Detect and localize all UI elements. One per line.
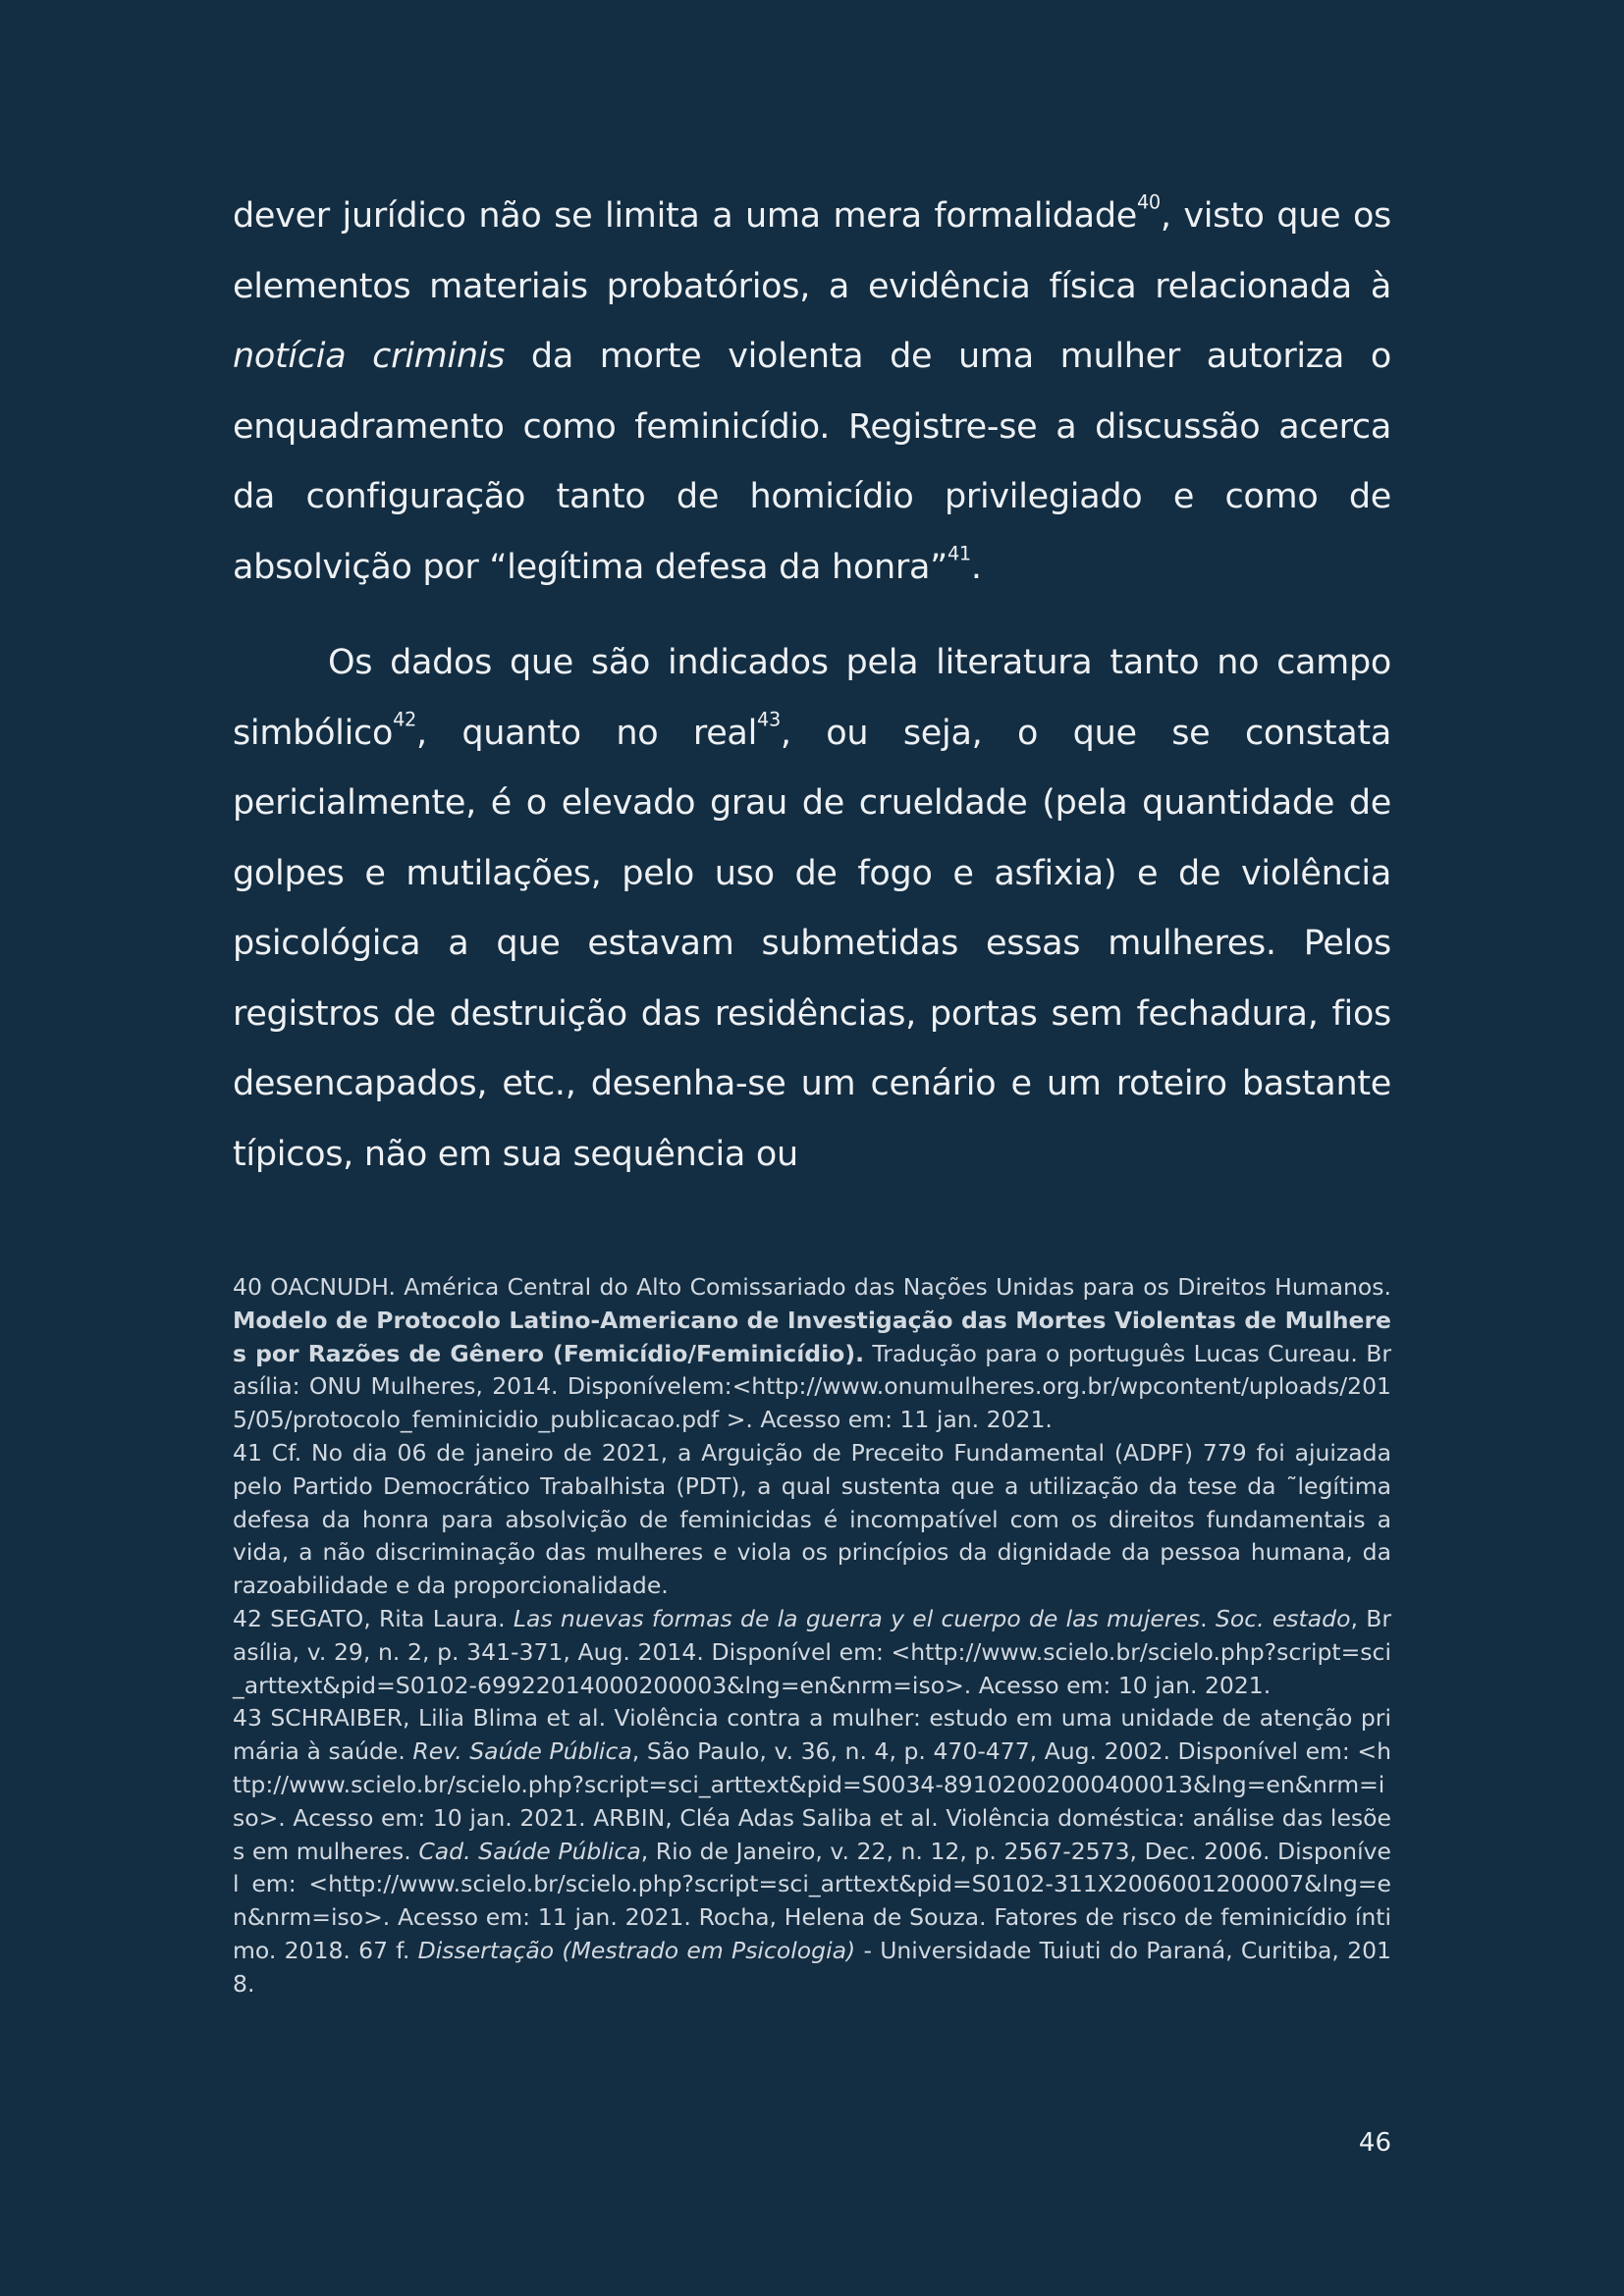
text-run: , Brasília, v. 29, n. 2, p. 341-371, Aug. 2014. Disponível em: <http://www.scielo.br/scielo.php?script=sci_arttext&pid=S0102-69922014000200003&lng=en&nrm=iso>. Acesso em: 10 jan. 2021.: [233, 1604, 1391, 1699]
footnote-ref-40[interactable]: 40: [1136, 190, 1161, 214]
text-run: Os dados que são indicados pela literatura tanto no campo simbólico: [233, 643, 1391, 753]
italic-journal: Rev. Saúde Pública: [412, 1737, 632, 1766]
text-run: , Rio de Janeiro, v. 22, n. 12, p. 2567-2573, Dec. 2006. Disponível em: <http://www.scielo.br/scielo.php?script=sci_arttext&pid=S0102-311X2006001200007&lng=en&nrm=iso>. Acesso em: 11 jan. 2021. Rocha, Helena de Souza. Fatores de risco de feminicídio íntimo. 2018. 67 f.: [233, 1837, 1391, 1964]
text-run: , quanto no real: [416, 713, 757, 753]
text-run: , visto que os elementos materiais probatórios, a evidência física relacionada à: [233, 196, 1391, 306]
main-text: [233, 182, 1391, 1190]
paragraph-1: [233, 182, 1391, 603]
italic-journal: Soc. estado: [1215, 1604, 1351, 1632]
italic-thesis: Dissertação (Mestrado em Psicologia): [417, 1936, 856, 1964]
italic-journal: Cad. Saúde Pública: [418, 1837, 641, 1865]
text-run: 40 OACNUDH. América Central do Alto Comissariado das Nações Unidas para os Direitos Humanos.: [233, 1273, 1391, 1301]
footnote-ref-41[interactable]: 41: [947, 542, 971, 565]
text-run: 42 SEGATO, Rita Laura.: [233, 1604, 514, 1632]
text-run: 43 SCHRAIBER, Lilia Blima et al. Violência contra a mulher: estudo em uma unidade de atenção primária à saúde.: [233, 1704, 1391, 1766]
bold-title: Modelo de Protocolo Latino-Americano de Investigação das Mortes Violentas de Mulheres por Razões de Gênero (Femicídio/Feminicídio).: [233, 1306, 1391, 1367]
text-run: .: [1200, 1604, 1216, 1632]
italic-title: Las nuevas formas de la guerra y el cuerpo de las mujeres: [513, 1604, 1201, 1632]
footnote-43: [233, 1702, 1391, 2001]
text-run: , São Paulo, v. 36, n. 4, p. 470-477, Aug. 2002. Disponível em: <http://www.scielo.br/scielo.php?script=sci_arttext&pid=S0034-89102002000400013&lng=en&nrm=iso>. Acesso em: 10 jan. 2021. ARBIN, Cléa Adas Saliba et al. Violência doméstica: análise das lesões em mulheres.: [233, 1737, 1391, 1865]
text-run: .: [970, 547, 982, 587]
text-run: , ou seja, o que se constata pericialmente, é o elevado grau de crueldade (pela quantidade de golpes e mutilações, pelo uso de fogo e asfixia) e de violência psicológica a que estavam submetidas essas mulheres. Pelos registros de destruição das residências, portas sem fechadura, fios desencapados, etc., desenha-se um cenário e um roteiro bastante típicos, não em sua sequência ou: [233, 713, 1391, 1174]
footnotes: [233, 1271, 1391, 2002]
footnote-40: [233, 1271, 1391, 1437]
paragraph-2: [233, 628, 1391, 1190]
page-number: 46: [1358, 2128, 1391, 2158]
footnote-41: 41 Cf. No dia 06 de janeiro de 2021, a Arguição de Preceito Fundamental (ADPF) 779 foi ajuizada pelo Partido Democrático Trabalhista (PDT), a qual sustenta que a utilização da tese da ˜legítima defesa da honra para absolvição de feminicidas é incompatível com os direitos fundamentais a vida, a não discriminação das mulheres e viola os princípios da dignidade da pessoa humana, da razoabilidade e da proporcionalidade.: [233, 1438, 1391, 1600]
text-run: Tradução para o português Lucas Cureau. Brasília: ONU Mulheres, 2014. Disponívelem:<http://www.onumulheres.org.br/wpcontent/uploads/2015/05/protocolo_feminicidio_publicacao.pdf >. Acesso em: 11 jan. 2021.: [233, 1339, 1391, 1434]
italic-term: notícia criminis: [233, 337, 506, 376]
footnote-42: [233, 1603, 1391, 1702]
text-run: da morte violenta de uma mulher autoriza o enquadramento como feminicídio. Registre-se a discussão acerca da configuração tanto de homicídio privilegiado e como de absolvição por “legítima defesa da honra”: [233, 337, 1391, 587]
footnote-ref-43[interactable]: 43: [757, 708, 781, 731]
text-run: - Universidade Tuiuti do Paraná, Curitiba, 2018.: [233, 1936, 1392, 1998]
text-run: dever jurídico não se limita a uma mera formalidade: [233, 196, 1137, 236]
footnote-ref-42[interactable]: 42: [393, 708, 416, 731]
